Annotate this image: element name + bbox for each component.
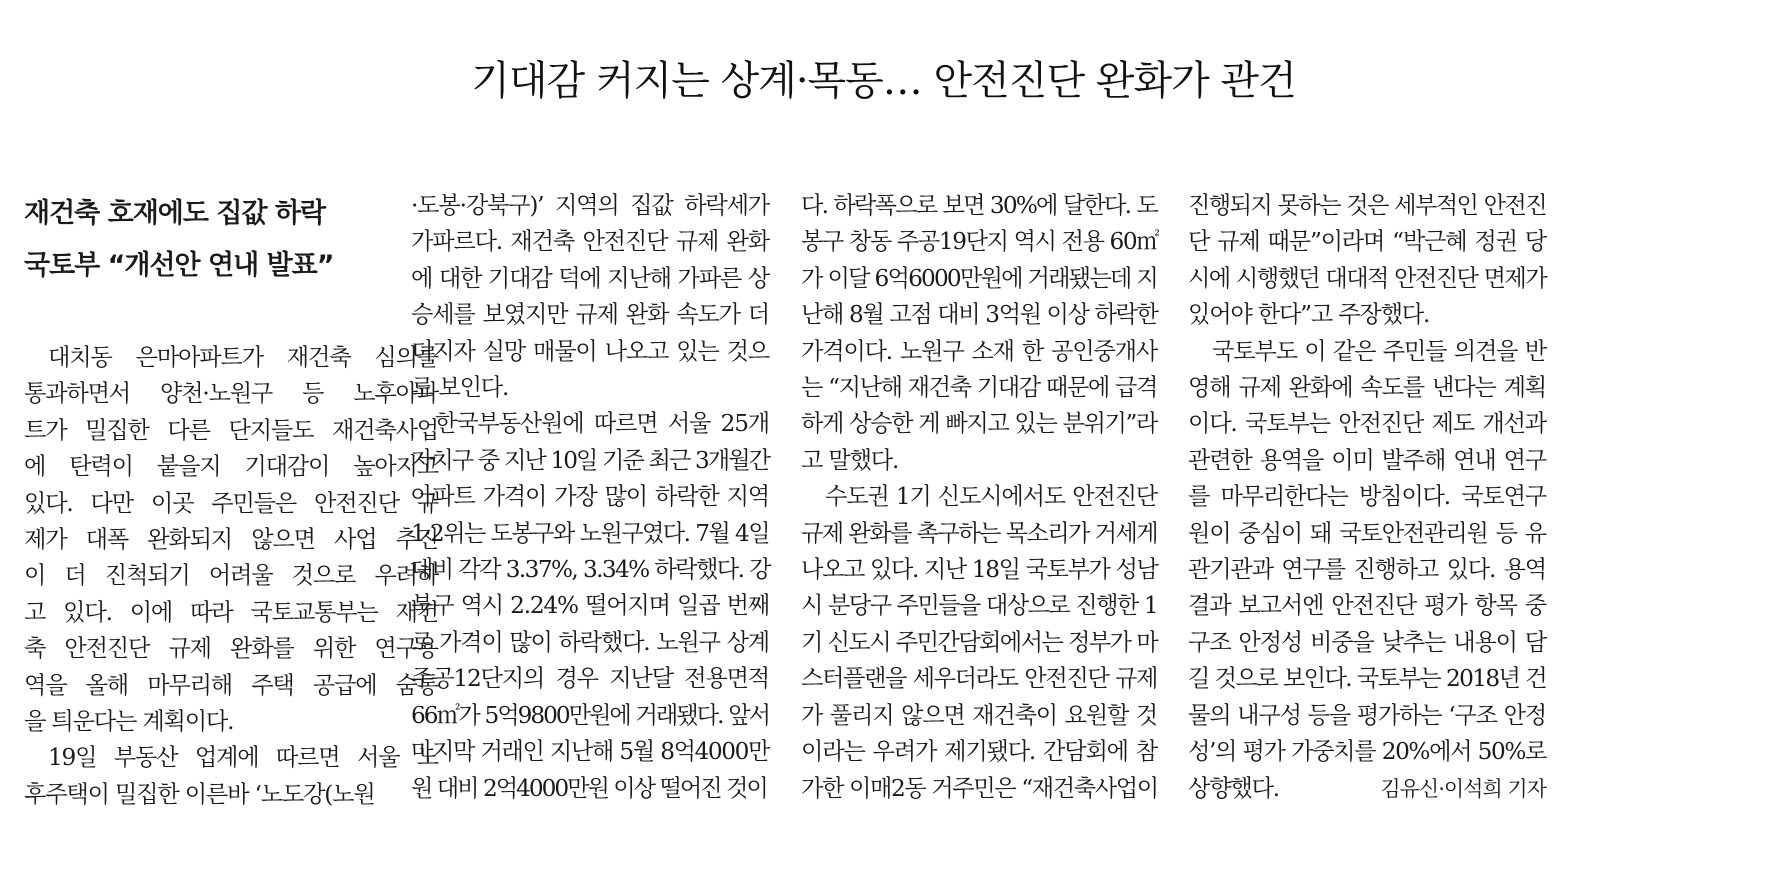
article-line: 후주택이 밀집한 이른바 ‘노도강(노원 bbox=[24, 780, 375, 808]
article-column-4 bbox=[1188, 188, 1546, 807]
article-line: 로 보인다. bbox=[411, 374, 509, 402]
article-line: 가한 이매2동 거주민은 “재건축사업이 bbox=[801, 774, 1158, 802]
article-line: 진행되지 못하는 것은 세부적인 안전진 bbox=[1188, 192, 1546, 219]
article-line: 가격이다. 노원구 소재 한 공인중개사 bbox=[801, 337, 1157, 365]
article-line: 있어야 한다”고 주장했다. bbox=[1188, 301, 1430, 329]
article-line: 가파르다. 재건축 안전진단 규제 완화 bbox=[411, 228, 769, 256]
article-line: 통과하면서 양천·노원구 등 노후아파 bbox=[24, 380, 438, 408]
article-line: 영해 규제 완화에 속도를 낸다는 계획 bbox=[1188, 374, 1546, 402]
article-line: 제가 대폭 완화되지 않으면 사업 추진 bbox=[24, 526, 438, 554]
article-line: 자치구 중 지난 10일 기준 최근 3개월간 bbox=[411, 446, 769, 474]
article-line: 길 것으로 보인다. 국토부는 2018년 건 bbox=[1188, 665, 1546, 693]
article-line: 하게 상승한 게 빠지고 있는 분위기”라 bbox=[801, 410, 1157, 438]
article-line: 역을 올해 마무리해 주택 공급에 숨통 bbox=[24, 671, 438, 699]
subheadline-2: 국토부 “개선안 연내 발표” bbox=[24, 250, 334, 281]
article-line: 있다. 다만 이곳 주민들은 안전진단 규 bbox=[24, 489, 438, 517]
article-line: 이다. 국토부는 안전진단 제도 개선과 bbox=[1188, 410, 1546, 438]
article-line: 아파트 가격이 가장 많이 하락한 지역 bbox=[411, 483, 769, 511]
article-line: 마지막 거래인 지난해 5월 8억4000만 bbox=[411, 738, 769, 766]
article-line: ·도봉·강북구)’ 지역의 집값 하락세가 bbox=[411, 192, 769, 219]
article-line: 주공12단지의 경우 지난달 전용면적 bbox=[411, 665, 769, 693]
article-line: 다. 하락폭으로 보면 30%에 달한다. 도 bbox=[801, 192, 1157, 219]
article-column-2 bbox=[411, 188, 769, 807]
article-line: 고 있다. 이에 따라 국토교통부는 재건 bbox=[24, 598, 438, 626]
article-line: 에 탄력이 붙을지 기대감이 높아지고 bbox=[24, 453, 438, 481]
article-line: 고 말했다. bbox=[801, 446, 899, 474]
article-line: 규제 완화를 촉구하는 목소리가 거세게 bbox=[801, 519, 1157, 547]
article-line: 시 분당구 주민들을 대상으로 진행한 1 bbox=[801, 592, 1157, 620]
article-line: 원이 중심이 돼 국토안전관리원 등 유 bbox=[1188, 519, 1546, 547]
article-column-3 bbox=[801, 188, 1157, 807]
article-line: 대치동 은마아파트가 재건축 심의를 bbox=[48, 344, 438, 371]
article-line: 한국부동산원에 따르면 서울 25개 bbox=[435, 410, 769, 438]
article-line: 스터플랜을 세우더라도 안전진단 규제 bbox=[801, 665, 1157, 693]
article-line: 봉구 창동 주공19단지 역시 전용 60㎡ bbox=[801, 228, 1159, 256]
article-line: 19일 부동산 업계에 따르면 서울 노 bbox=[48, 744, 438, 772]
article-line: 1·2위는 도봉구와 노원구였다. 7월 4일 bbox=[411, 519, 769, 547]
article-line: 국토부도 이 같은 주민들 의견을 반 bbox=[1212, 337, 1546, 365]
article-line: 나오고 있다. 지난 18일 국토부가 성남 bbox=[801, 556, 1158, 584]
article-line: 을 틔운다는 계획이다. bbox=[24, 708, 234, 736]
article-line: 구조 안정성 비중을 낮추는 내용이 담 bbox=[1188, 628, 1546, 656]
article-line: 가 풀리지 않으면 재건축이 요원할 것 bbox=[801, 701, 1157, 729]
byline: 김유신·이석희 기자 bbox=[1380, 776, 1546, 801]
article-line: 에 대한 기대감 덕에 지난해 가파른 상 bbox=[411, 264, 769, 292]
article-line: 승세를 보였지만 규제 완화 속도가 더 bbox=[411, 301, 769, 329]
article-line: 이라는 우려가 제기됐다. 간담회에 참 bbox=[801, 738, 1157, 766]
article-line: 대비 각각 3.37%, 3.34% 하락했다. 강 bbox=[411, 556, 770, 584]
article-line: 원 대비 2억4000만원 이상 떨어진 것이 bbox=[411, 774, 767, 802]
article-line: 결과 보고서엔 안전진단 평가 항목 중 bbox=[1188, 592, 1546, 620]
article-line: 는 “지난해 재건축 기대감 때문에 급격 bbox=[801, 374, 1157, 402]
article-line: 트가 밀집한 다른 단지들도 재건축사업 bbox=[24, 416, 438, 444]
article-line: 기 신도시 주민간담회에서는 정부가 마 bbox=[801, 628, 1157, 656]
article-line: 수도권 1기 신도시에서도 안전진단 bbox=[825, 483, 1157, 511]
subheadline-1: 재건축 호재에도 집값 하락 bbox=[24, 198, 326, 229]
article-line: 관기관과 연구를 진행하고 있다. 용역 bbox=[1188, 556, 1546, 584]
article-line: 북구 역시 2.24% 떨어지며 일곱 번째 bbox=[411, 592, 769, 620]
article-line: 가 이달 6억6000만원에 거래됐는데 지 bbox=[801, 264, 1157, 292]
headline: 기대감 커지는 상계·목동… 안전진단 완화가 관건 bbox=[471, 58, 1296, 104]
article-line: 관련한 용역을 이미 발주해 연내 연구 bbox=[1188, 446, 1546, 474]
article-line: 시에 시행했던 대대적 안전진단 면제가 bbox=[1188, 264, 1546, 292]
article-line: 뎌지자 실망 매물이 나오고 있는 것으 bbox=[411, 337, 769, 365]
article-line: 성’의 평가 가중치를 20%에서 50%로 bbox=[1188, 738, 1546, 766]
article-line: 66㎡가 5억9800만원에 거래됐다. 앞서 bbox=[411, 701, 769, 729]
article-line: 상향했다. bbox=[1188, 774, 1279, 802]
article-line: 축 안전진단 규제 완화를 위한 연구용 bbox=[24, 635, 438, 663]
article-line: 를 마무리한다는 방침이다. 국토연구 bbox=[1188, 483, 1546, 511]
article-column-1 bbox=[24, 188, 438, 813]
article-line: 로 가격이 많이 하락했다. 노원구 상계 bbox=[411, 628, 769, 656]
article-line: 물의 내구성 등을 평가하는 ‘구조 안정 bbox=[1188, 701, 1546, 729]
article-line: 이 더 진척되기 어려울 것으로 우려하 bbox=[24, 562, 438, 590]
article-line: 단 규제 때문”이라며 “박근혜 정권 당 bbox=[1188, 228, 1546, 256]
article-line: 난해 8월 고점 대비 3억원 이상 하락한 bbox=[801, 301, 1158, 329]
last-line-row bbox=[1188, 771, 1546, 807]
